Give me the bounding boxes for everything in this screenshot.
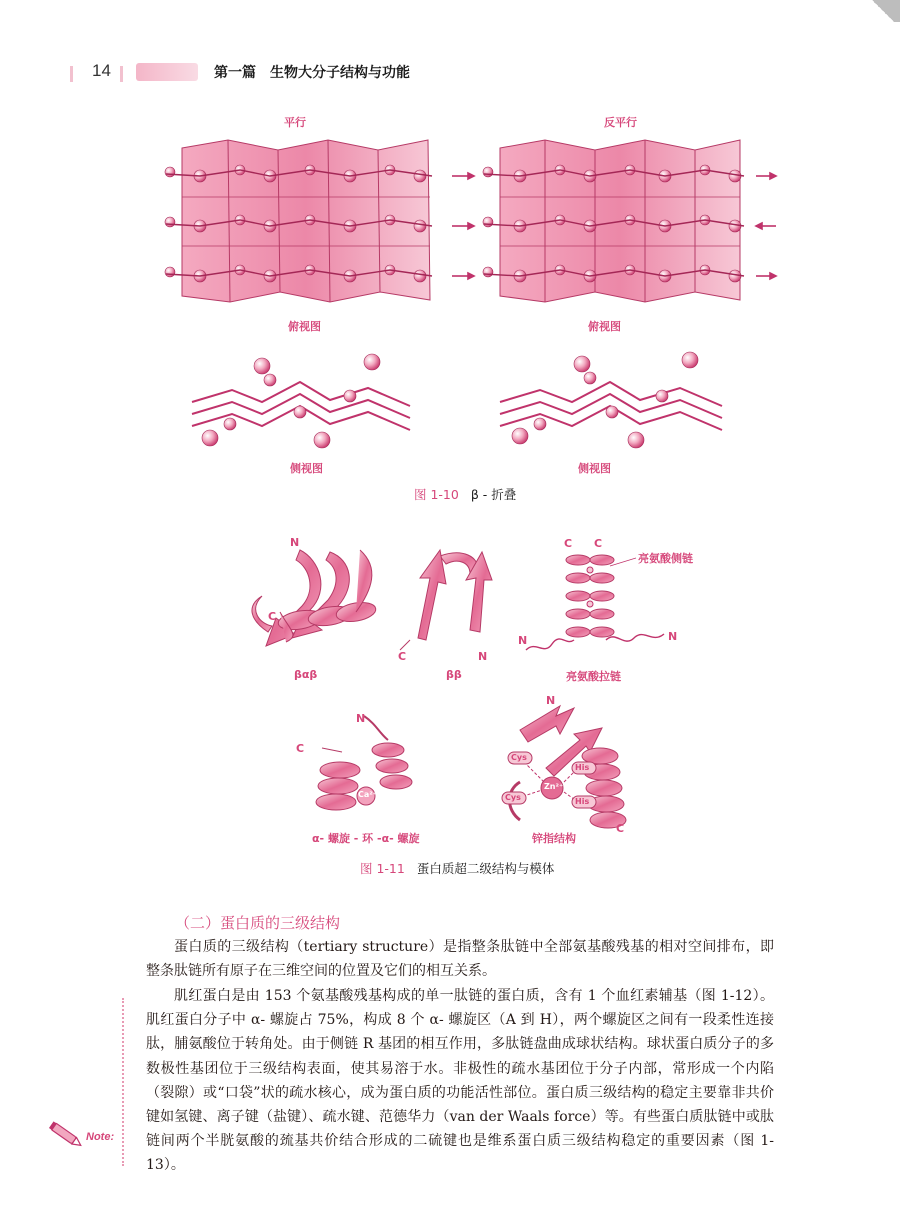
label-c-bab: C bbox=[268, 610, 277, 623]
margin-dotted-line bbox=[122, 998, 124, 1166]
label-n-zipper-left: N bbox=[518, 634, 528, 647]
figure-1-10-caption bbox=[414, 485, 516, 503]
label-n-zinc: N bbox=[546, 694, 556, 707]
label-n-bab: N bbox=[290, 536, 300, 549]
label-parallel: 平行 bbox=[284, 116, 306, 129]
figure-1-11-number: 图 1-11 bbox=[360, 861, 405, 876]
label-c-hlh: C bbox=[296, 742, 305, 755]
page-number: 14 bbox=[92, 61, 111, 80]
label-zinc-finger: 锌指结构 bbox=[532, 832, 576, 845]
label-top-view-left: 俯视图 bbox=[288, 320, 321, 333]
label-calcium: Ca²⁺ bbox=[358, 790, 377, 799]
figure-1-10-title: β - 折叠 bbox=[470, 487, 517, 502]
antiparallel-sheet-side-view bbox=[500, 352, 722, 448]
leucine-zipper-motif bbox=[526, 555, 664, 650]
pencil-icon bbox=[46, 1120, 86, 1150]
label-top-view-right: 俯视图 bbox=[588, 320, 621, 333]
label-bab: βαβ bbox=[294, 668, 318, 681]
margin-note-label: Note: bbox=[86, 1131, 115, 1143]
beta-beta-motif bbox=[400, 550, 492, 650]
label-n-bb: N bbox=[478, 650, 488, 663]
paragraph-1: 蛋白质的三级结构（tertiary structure）是指整条肽链中全部氨基酸残基的相对空间排布，即整条肽链所有原子在三维空间的位置及它们的相互关系。 bbox=[146, 939, 774, 980]
label-n-hlh: N bbox=[356, 712, 366, 725]
parallel-sheet-side-view bbox=[192, 354, 410, 448]
label-n-zipper-right: N bbox=[668, 630, 678, 643]
figure-1-11-caption bbox=[360, 859, 554, 877]
antiparallel-sheet-top-view bbox=[483, 140, 776, 302]
beta-alpha-beta-motif bbox=[252, 550, 377, 646]
section-heading: （二）蛋白质的三级结构 bbox=[175, 914, 341, 932]
figure-1-11-supersecondary-art bbox=[0, 520, 900, 860]
label-cys-top: Cys bbox=[511, 753, 527, 762]
paragraph-2: 肌红蛋白是由 153 个氨基酸残基构成的单一肽链的蛋白质，含有 1 个血红素辅基（图 1-12）。肌红蛋白分子中 α- 螺旋占 75%，构成 8 个 α- 螺旋区（A 到 H），两个螺旋区之间有一段柔性连接肽，脯氨酸位于转角处。由于侧链 R 基团的相互作用，多肽链盘曲成球状结构。球状蛋白质分子的多数极性基团位于三级结构表面，使其易溶于水。非极性的疏水基团位于分子内部，常形成一个内陷（裂隙）或“口袋”状的疏水核心，成为蛋白质的功能活性部位。蛋白质三级结构的稳定主要靠非共价键如氢键、离子键（盐键）、疏水键、范德华力（van der Waals force）等。有些蛋白质肽链中或肽链间两个半胱氨酸的巯基共价结合形成的二硫键也是维系蛋白质三级结构稳定的重要因素（图 1-13）。 bbox=[146, 988, 774, 1174]
running-head-title: 第一篇 生物大分子结构与功能 bbox=[214, 65, 410, 81]
label-zinc-ion: Zn²⁺ bbox=[544, 782, 564, 791]
figure-1-11-title: 蛋白质超二级结构与模体 bbox=[416, 861, 555, 876]
label-side-view-left: 侧视图 bbox=[290, 462, 323, 475]
label-c-zinc: C bbox=[616, 822, 625, 835]
label-his-bottom: His bbox=[575, 797, 590, 806]
label-bb: ββ bbox=[446, 668, 462, 681]
label-c-bb: C bbox=[398, 650, 407, 663]
figure-1-10-number: 图 1-10 bbox=[414, 487, 459, 502]
zinc-finger-motif bbox=[502, 706, 626, 828]
label-side-view-right: 侧视图 bbox=[578, 462, 611, 475]
label-cys-bottom: Cys bbox=[505, 793, 521, 802]
label-helix-loop-helix: α- 螺旋 - 环 -α- 螺旋 bbox=[312, 832, 420, 845]
figure-1-10-beta-sheet-art bbox=[0, 0, 900, 480]
label-leucine-side-chain: 亮氨酸侧链 bbox=[638, 552, 693, 565]
parallel-sheet-top-view bbox=[165, 140, 474, 302]
label-c-zipper-right: C bbox=[594, 537, 603, 550]
label-c-zipper-left: C bbox=[564, 537, 573, 550]
label-his-top: His bbox=[575, 763, 590, 772]
label-antiparallel: 反平行 bbox=[604, 116, 637, 129]
label-leucine-zipper: 亮氨酸拉链 bbox=[566, 670, 621, 683]
